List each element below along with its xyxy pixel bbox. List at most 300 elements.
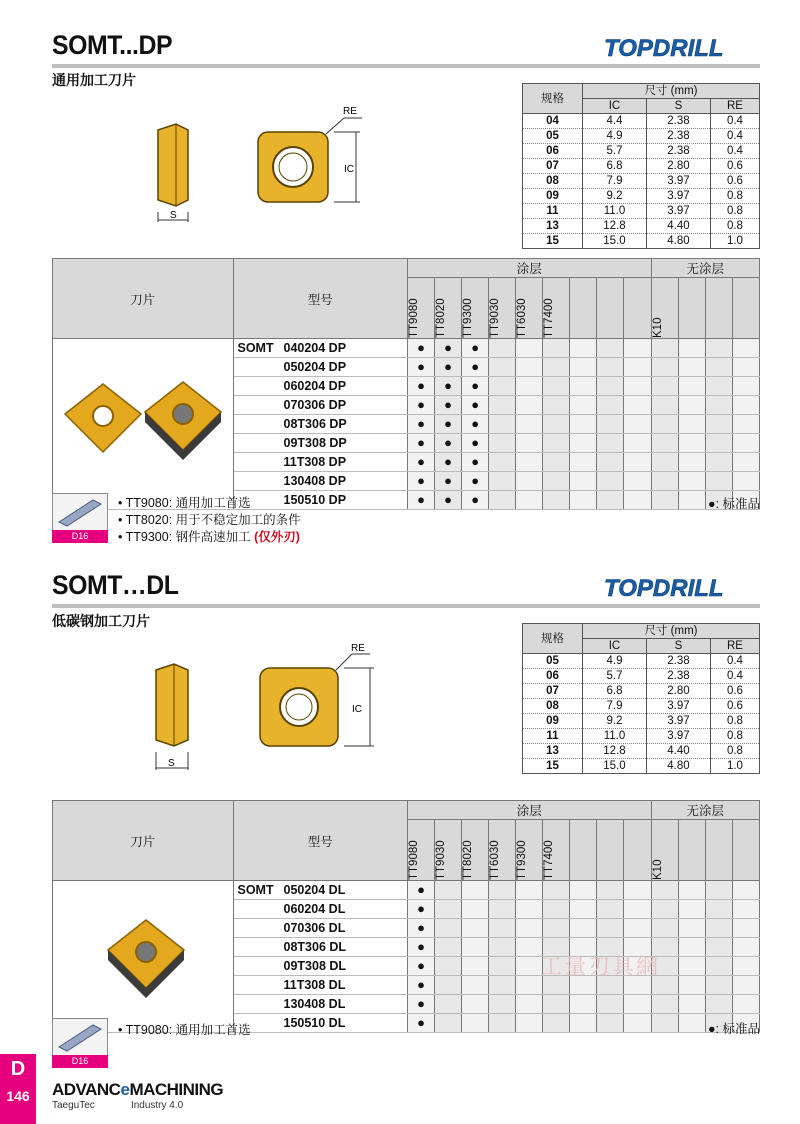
table-row xyxy=(53,339,760,358)
grade-availability-cell xyxy=(678,919,705,938)
grade-availability-cell xyxy=(462,957,489,976)
coated-header: 涂层 xyxy=(407,801,651,820)
grade-availability-cell xyxy=(570,434,597,453)
size-header: 规格 xyxy=(523,624,583,654)
dimension-cell: 0.8 xyxy=(710,729,759,744)
grade-header xyxy=(705,820,732,881)
grade-availability-cell xyxy=(678,453,705,472)
size-cell: 15 xyxy=(523,759,583,774)
grade-availability-cell xyxy=(705,377,732,396)
grade-availability-cell xyxy=(543,881,570,900)
grade-header xyxy=(678,278,705,339)
grade-availability-cell xyxy=(543,491,570,510)
grade-availability-cell xyxy=(489,976,516,995)
grade-availability-cell xyxy=(435,957,462,976)
grade-availability-cell xyxy=(489,415,516,434)
grade-availability-cell: ● xyxy=(435,377,462,396)
grade-availability-cell xyxy=(678,396,705,415)
dimension-cell: 1.0 xyxy=(710,759,759,774)
grade-header xyxy=(624,820,651,881)
dimension-cell: 2.80 xyxy=(646,159,710,174)
grade-availability-cell xyxy=(516,377,543,396)
grade-availability-cell: ● xyxy=(407,1014,434,1033)
model-cell xyxy=(233,900,407,919)
model-cell xyxy=(233,957,407,976)
grade-availability-cell xyxy=(624,881,651,900)
dimension-cell: 1.0 xyxy=(710,234,759,249)
dimension-row xyxy=(523,144,760,159)
grade-availability-cell xyxy=(705,957,732,976)
grade-availability-cell xyxy=(435,976,462,995)
grade-availability-cell: ● xyxy=(407,396,434,415)
grade-availability-cell xyxy=(489,339,516,358)
standard-legend-dl: ●: 标准品 xyxy=(708,1022,760,1036)
grade-availability-cell xyxy=(651,472,678,491)
model-cell xyxy=(233,377,407,396)
grade-availability-cell: ● xyxy=(407,900,434,919)
grade-availability-cell xyxy=(543,995,570,1014)
grade-availability-cell xyxy=(624,453,651,472)
grade-availability-cell xyxy=(462,1014,489,1033)
grade-availability-cell xyxy=(705,919,732,938)
note-item: • TT9080: 通用加工首选 xyxy=(118,1023,251,1037)
grade-availability-cell xyxy=(705,900,732,919)
grade-header xyxy=(597,278,624,339)
grade-availability-cell xyxy=(651,900,678,919)
size-cell: 13 xyxy=(523,219,583,234)
grade-availability-cell xyxy=(624,434,651,453)
grade-availability-cell xyxy=(624,1014,651,1033)
grade-availability-cell xyxy=(516,995,543,1014)
grade-availability-cell xyxy=(678,339,705,358)
grade-availability-cell xyxy=(705,415,732,434)
grade-availability-cell xyxy=(516,938,543,957)
grade-header xyxy=(705,278,732,339)
grade-availability-cell xyxy=(516,339,543,358)
grade-availability-cell xyxy=(516,881,543,900)
model-cell xyxy=(233,472,407,491)
grade-availability-cell xyxy=(543,415,570,434)
grade-availability-cell xyxy=(543,434,570,453)
grade-availability-cell: ● xyxy=(407,453,434,472)
size-cell: 07 xyxy=(523,684,583,699)
grade-availability-cell xyxy=(678,415,705,434)
grade-availability-cell xyxy=(570,377,597,396)
insert-photo xyxy=(58,368,228,478)
grade-availability-cell xyxy=(543,377,570,396)
model-code: 08T306 DP xyxy=(283,417,347,431)
insert-header: 刀片 xyxy=(53,259,234,339)
model-cell xyxy=(233,434,407,453)
grade-availability-cell xyxy=(597,919,624,938)
model-code: 130408 DP xyxy=(283,474,347,488)
section-title-dp: SOMT...DP xyxy=(52,30,173,60)
grade-availability-cell xyxy=(597,453,624,472)
dimension-cell: 6.8 xyxy=(583,159,647,174)
grade-availability-cell xyxy=(489,434,516,453)
dimension-cell: 0.8 xyxy=(710,204,759,219)
grade-availability-cell xyxy=(435,995,462,1014)
svg-text:RE: RE xyxy=(343,106,357,117)
dimension-cell: 0.4 xyxy=(710,144,759,159)
dimension-cell: 4.80 xyxy=(646,759,710,774)
svg-text:IC: IC xyxy=(352,704,362,715)
grade-availability-cell: ● xyxy=(435,434,462,453)
dimension-cell: 0.4 xyxy=(710,129,759,144)
grade-availability-cell xyxy=(651,453,678,472)
dimension-cell: 4.9 xyxy=(583,654,647,669)
notes-dl xyxy=(118,1022,251,1039)
grade-availability-cell: ● xyxy=(462,472,489,491)
grade-availability-cell xyxy=(462,919,489,938)
brand-footer: ADVANCeMACHINING TaeguTec Industry 4.0 xyxy=(52,1080,224,1111)
dimension-cell: 11.0 xyxy=(583,204,647,219)
model-cell xyxy=(233,453,407,472)
grade-availability-cell xyxy=(516,919,543,938)
section-rule xyxy=(52,604,760,608)
grade-availability-cell xyxy=(732,396,759,415)
grade-availability-cell: ● xyxy=(407,472,434,491)
section-title-dl: SOMT…DL xyxy=(52,570,179,600)
dimension-group-header: 尺寸 (mm) xyxy=(583,84,760,99)
grade-availability-cell xyxy=(732,358,759,377)
dimension-row xyxy=(523,234,760,249)
grade-availability-cell: ● xyxy=(407,358,434,377)
dimension-row xyxy=(523,189,760,204)
grade-availability-cell xyxy=(732,339,759,358)
grade-availability-cell xyxy=(543,453,570,472)
dimension-table-dl: 规格 尺寸 (mm) IC S RE 05 4.9 2.38 0.4 06 5.7 2.38 0.4 07 6.8 2.80 0.6 08 7.9 3.97 0.6 09 9.2 3.97 0.8 11 11.0 3.97 0.8 13 12.8 4.40 0.8 15 15.0 4.80 1.0 xyxy=(522,623,760,774)
section-subtitle-dp: 通用加工刀片 xyxy=(52,72,136,88)
grade-header xyxy=(624,278,651,339)
dimension-cell: 4.4 xyxy=(583,114,647,129)
dimension-row xyxy=(523,729,760,744)
grade-availability-cell xyxy=(732,957,759,976)
dimension-row xyxy=(523,699,760,714)
grade-availability-cell xyxy=(651,995,678,1014)
grade-availability-cell: ● xyxy=(462,415,489,434)
model-prefix: SOMT xyxy=(237,341,274,355)
insert-drawing-dp xyxy=(148,100,368,230)
grade-availability-cell xyxy=(624,472,651,491)
grade-availability-cell xyxy=(678,995,705,1014)
dimension-row xyxy=(523,684,760,699)
grade-availability-cell xyxy=(570,358,597,377)
grade-header xyxy=(732,820,759,881)
grade-availability-cell: ● xyxy=(435,396,462,415)
grade-availability-cell: ● xyxy=(462,491,489,510)
grade-availability-cell: ● xyxy=(407,995,434,1014)
grade-availability-cell xyxy=(489,396,516,415)
table-row xyxy=(53,881,760,900)
drill-thumbnail-dl: D16 xyxy=(52,1018,108,1068)
dimension-cell: 0.4 xyxy=(710,654,759,669)
grade-availability-cell xyxy=(705,976,732,995)
dimension-cell: 3.97 xyxy=(646,174,710,189)
dimension-cell: 15.0 xyxy=(583,759,647,774)
topdrill-logo xyxy=(604,32,760,62)
size-cell: 11 xyxy=(523,729,583,744)
grade-availability-cell xyxy=(543,358,570,377)
grade-availability-cell xyxy=(570,472,597,491)
model-code: 060204 DL xyxy=(283,902,346,916)
dimension-row xyxy=(523,204,760,219)
grade-availability-cell xyxy=(570,453,597,472)
section-subtitle-dl: 低碳钢加工刀片 xyxy=(52,613,150,629)
dimension-cell: 5.7 xyxy=(583,144,647,159)
dimension-row xyxy=(523,174,760,189)
grade-availability-cell xyxy=(705,358,732,377)
grade-availability-cell xyxy=(516,957,543,976)
dimension-cell: 12.8 xyxy=(583,219,647,234)
grade-availability-cell: ● xyxy=(462,339,489,358)
grade-availability-cell xyxy=(651,396,678,415)
dimension-cell: 11.0 xyxy=(583,729,647,744)
dimension-cell: 9.2 xyxy=(583,714,647,729)
grade-availability-cell xyxy=(489,472,516,491)
grade-header xyxy=(732,278,759,339)
grade-availability-cell xyxy=(543,339,570,358)
dimension-row xyxy=(523,159,760,174)
grade-header: TT8020 xyxy=(462,820,489,881)
notes-dp xyxy=(118,495,301,546)
grade-availability-cell xyxy=(570,415,597,434)
grade-availability-cell xyxy=(705,396,732,415)
grade-availability-cell: ● xyxy=(462,396,489,415)
grade-availability-cell xyxy=(516,453,543,472)
grade-availability-cell xyxy=(570,995,597,1014)
grade-availability-cell xyxy=(597,491,624,510)
grade-availability-cell xyxy=(435,919,462,938)
svg-text:IC: IC xyxy=(344,164,354,175)
size-cell: 05 xyxy=(523,129,583,144)
insert-photo-angled xyxy=(145,382,221,460)
grade-availability-cell: ● xyxy=(407,434,434,453)
grade-availability-cell xyxy=(651,919,678,938)
model-cell xyxy=(233,1014,407,1033)
grade-availability-cell xyxy=(705,472,732,491)
grade-availability-cell xyxy=(516,491,543,510)
grade-availability-cell xyxy=(489,919,516,938)
grade-availability-cell: ● xyxy=(407,377,434,396)
grade-availability-cell xyxy=(489,1014,516,1033)
model-code: 070306 DP xyxy=(283,398,347,412)
grade-availability-cell xyxy=(516,976,543,995)
model-code: 08T306 DL xyxy=(283,940,347,954)
grade-availability-cell xyxy=(489,881,516,900)
dimension-cell: 4.40 xyxy=(646,219,710,234)
grade-availability-cell xyxy=(489,938,516,957)
grade-availability-cell xyxy=(435,881,462,900)
logo-text: TOPDRILL xyxy=(604,35,724,62)
grade-availability-cell xyxy=(624,396,651,415)
grade-availability-cell xyxy=(516,358,543,377)
model-code: 130408 DL xyxy=(283,997,346,1011)
grade-header: K10 xyxy=(651,278,678,339)
size-cell: 09 xyxy=(523,189,583,204)
grade-availability-cell xyxy=(462,881,489,900)
size-header: 规格 xyxy=(523,84,583,114)
grade-availability-cell xyxy=(732,472,759,491)
grade-availability-cell xyxy=(705,453,732,472)
uncoated-header: 无涂层 xyxy=(651,801,759,820)
section-tab: D 146 xyxy=(0,1054,36,1124)
grade-availability-cell xyxy=(624,415,651,434)
grade-availability-cell xyxy=(597,377,624,396)
grade-availability-cell xyxy=(678,938,705,957)
dimension-row xyxy=(523,669,760,684)
grade-availability-cell xyxy=(435,900,462,919)
grade-availability-cell: ● xyxy=(462,377,489,396)
model-code: 09T308 DP xyxy=(283,436,347,450)
grade-availability-cell xyxy=(516,472,543,491)
grade-availability-cell xyxy=(732,377,759,396)
grade-availability-cell xyxy=(678,976,705,995)
grade-availability-cell xyxy=(543,919,570,938)
model-cell xyxy=(233,358,407,377)
model-cell xyxy=(233,995,407,1014)
grade-availability-cell xyxy=(570,339,597,358)
grade-availability-cell: ● xyxy=(435,415,462,434)
size-cell: 13 xyxy=(523,744,583,759)
size-cell: 04 xyxy=(523,114,583,129)
model-cell xyxy=(233,976,407,995)
uncoated-header: 无涂层 xyxy=(651,259,759,278)
grade-header xyxy=(597,820,624,881)
grade-availability-cell xyxy=(705,434,732,453)
model-code: 11T308 DP xyxy=(283,455,347,469)
logo-text: TOPDRILL xyxy=(604,575,724,602)
insert-photo-top xyxy=(65,384,141,452)
insert-image-cell xyxy=(53,881,234,1033)
insert-drawing-dl xyxy=(148,640,378,775)
dimension-cell: 4.9 xyxy=(583,129,647,144)
grade-availability-cell xyxy=(678,472,705,491)
dimension-cell: 3.97 xyxy=(646,204,710,219)
grade-header xyxy=(678,820,705,881)
model-code: 050204 DP xyxy=(283,360,347,374)
grade-availability-cell xyxy=(597,1014,624,1033)
size-cell: 06 xyxy=(523,669,583,684)
grade-availability-cell xyxy=(489,377,516,396)
grade-header: TT9080 xyxy=(407,278,434,339)
grade-availability-cell: ● xyxy=(407,976,434,995)
grade-availability-cell xyxy=(489,358,516,377)
grade-availability-cell xyxy=(624,377,651,396)
grade-header: TT7400 xyxy=(543,820,570,881)
grade-availability-cell xyxy=(678,900,705,919)
grade-table-dl xyxy=(52,800,760,1033)
grade-availability-cell xyxy=(489,995,516,1014)
grade-header: TT9080 xyxy=(407,820,434,881)
grade-header: TT6030 xyxy=(489,820,516,881)
grade-availability-cell xyxy=(651,377,678,396)
dimension-cell: 4.80 xyxy=(646,234,710,249)
grade-availability-cell xyxy=(678,1014,705,1033)
model-code: 09T308 DL xyxy=(283,959,347,973)
grade-availability-cell xyxy=(597,396,624,415)
grade-availability-cell xyxy=(705,995,732,1014)
grade-availability-cell: ● xyxy=(462,434,489,453)
model-cell xyxy=(233,881,407,900)
grade-header: TT7400 xyxy=(543,278,570,339)
grade-table-dp xyxy=(52,258,760,510)
size-cell: 07 xyxy=(523,159,583,174)
model-cell xyxy=(233,919,407,938)
coated-header: 涂层 xyxy=(407,259,651,278)
size-cell: 08 xyxy=(523,699,583,714)
dimension-cell: 0.4 xyxy=(710,114,759,129)
grade-availability-cell xyxy=(489,453,516,472)
grade-availability-cell xyxy=(624,339,651,358)
grade-availability-cell xyxy=(489,900,516,919)
model-cell xyxy=(233,396,407,415)
dimension-cell: 2.38 xyxy=(646,144,710,159)
dimension-cell: 7.9 xyxy=(583,174,647,189)
grade-availability-cell xyxy=(516,396,543,415)
grade-availability-cell xyxy=(462,995,489,1014)
grade-availability-cell xyxy=(516,1014,543,1033)
grade-availability-cell: ● xyxy=(407,919,434,938)
dimension-cell: 0.4 xyxy=(710,669,759,684)
watermark: 工量刃具網 xyxy=(540,954,661,979)
grade-availability-cell xyxy=(570,900,597,919)
grade-availability-cell xyxy=(732,919,759,938)
grade-availability-cell xyxy=(624,491,651,510)
note-item: • TT9080: 通用加工首选 xyxy=(118,496,251,510)
model-prefix: SOMT xyxy=(237,883,274,897)
dimension-cell: 9.2 xyxy=(583,189,647,204)
grade-availability-cell xyxy=(732,415,759,434)
grade-availability-cell xyxy=(705,938,732,957)
dimension-row xyxy=(523,219,760,234)
grade-availability-cell xyxy=(732,938,759,957)
dimension-cell: 0.8 xyxy=(710,189,759,204)
grade-availability-cell xyxy=(705,881,732,900)
model-header: 型号 xyxy=(233,801,407,881)
note-item: • TT9300: 钢件高速加工 (仅外刃) xyxy=(118,530,300,544)
note-item: • TT8020: 用于不稳定加工的条件 xyxy=(118,513,301,527)
model-code: 060204 DP xyxy=(283,379,347,393)
grade-availability-cell: ● xyxy=(462,453,489,472)
grade-availability-cell xyxy=(570,1014,597,1033)
grade-header: TT9030 xyxy=(435,820,462,881)
size-cell: 05 xyxy=(523,654,583,669)
grade-availability-cell xyxy=(705,339,732,358)
dimension-row xyxy=(523,744,760,759)
dimension-cell: 0.8 xyxy=(710,219,759,234)
grade-availability-cell: ● xyxy=(407,881,434,900)
size-cell: 15 xyxy=(523,234,583,249)
dimension-cell: 0.6 xyxy=(710,159,759,174)
grade-availability-cell xyxy=(732,434,759,453)
grade-availability-cell: ● xyxy=(407,491,434,510)
grade-availability-cell xyxy=(597,339,624,358)
grade-availability-cell xyxy=(489,957,516,976)
grade-availability-cell xyxy=(651,1014,678,1033)
grade-availability-cell xyxy=(543,472,570,491)
dimension-cell: 4.40 xyxy=(646,744,710,759)
model-code: 040204 DP xyxy=(283,341,347,355)
grade-availability-cell xyxy=(462,938,489,957)
dimension-row xyxy=(523,129,760,144)
grade-availability-cell xyxy=(543,1014,570,1033)
dimension-cell: 3.97 xyxy=(646,714,710,729)
grade-availability-cell xyxy=(516,900,543,919)
grade-availability-cell xyxy=(624,995,651,1014)
insert-photo xyxy=(58,900,228,1010)
grade-availability-cell xyxy=(651,491,678,510)
